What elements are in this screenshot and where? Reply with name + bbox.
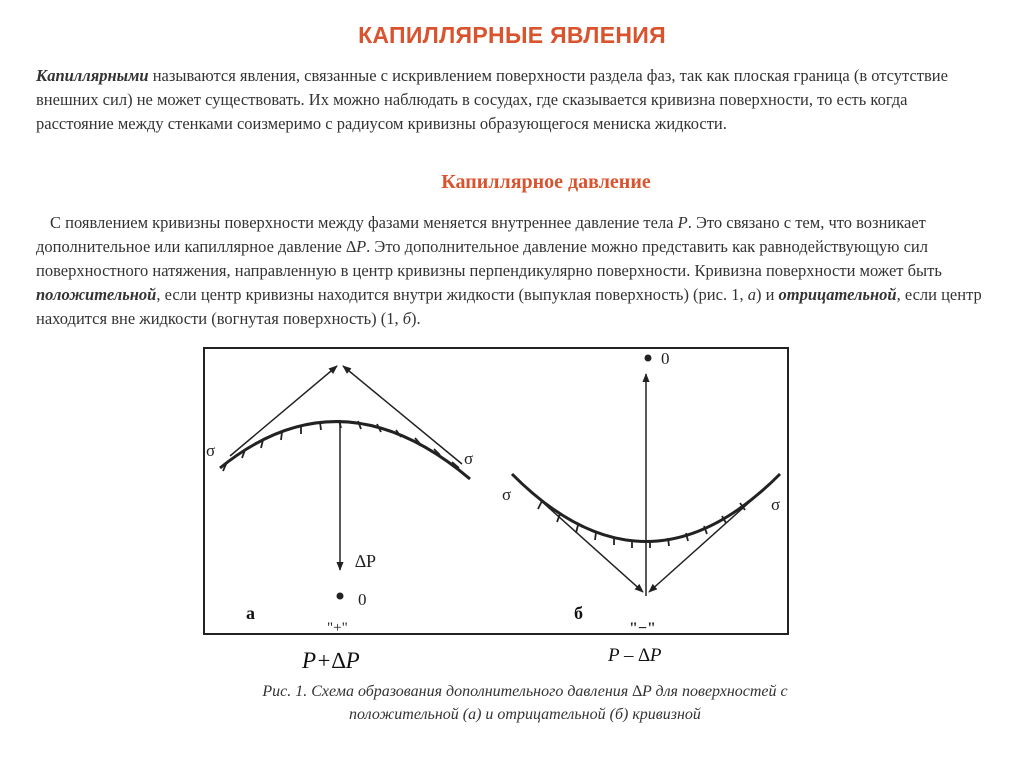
term-positive: положительной: [36, 285, 157, 304]
body-paragraph: [36, 211, 991, 331]
figure-caption: [160, 680, 890, 726]
body-part-1: С появлением кривизны поверхности между фазами меняется внутреннее давление тела: [50, 213, 678, 232]
sigma-label-b-left: σ: [502, 485, 512, 504]
body-var-p-2: P: [356, 237, 367, 256]
term-negative: отрицательной: [778, 285, 897, 304]
body-part-5: ) и: [755, 285, 779, 304]
body-part-7: ).: [411, 309, 421, 328]
ref-a: а: [747, 285, 756, 304]
intro-term: Капиллярными: [36, 66, 149, 85]
body-var-p: P: [677, 213, 688, 232]
convex-surface: [220, 422, 470, 479]
zero-label-a: 0: [358, 590, 367, 609]
figure-diagram: [200, 344, 820, 674]
section-subtitle: Капиллярное давление: [441, 171, 651, 193]
curvature-center-a: [337, 593, 344, 600]
sigma-label-b-right: σ: [771, 495, 781, 514]
figure-frame: [204, 348, 788, 634]
intro-paragraph: [36, 64, 986, 136]
sigma-label-a-left: σ: [206, 441, 216, 460]
zero-label-b: 0: [661, 349, 670, 368]
delta-p-label: ∆P: [355, 551, 377, 571]
sigma-label-a-right: σ: [464, 449, 474, 468]
panel-label-b: б: [574, 603, 583, 623]
intro-text: называются явления, связанные с искривлением поверхности раздела фаз, так как плоская граница (в отсутствие внешних сил) не может существовать. Их можно наблюдать в сосудах, где сказывается кривизна поверхности, то есть когда расстояние между стенками соизмеримо с радиусом кривизны образующегося мениска жидкости.: [36, 66, 948, 133]
body-part-4: , если центр кривизны находится внутри жидкости (выпуклая поверхность) (рис. 1,: [156, 285, 748, 304]
caption-line-1: Рис. 1. Схема образования дополнительного давления ∆P для поверхностей с: [262, 683, 788, 700]
page-title: КАПИЛЛЯРНЫЕ ЯВЛЕНИЯ: [358, 22, 666, 48]
sign-plus: "+": [327, 620, 348, 636]
concave-tension-arrows: [520, 374, 772, 596]
body-part-6: , если центр находится вне жидкости (вогнутая поверхность) (1,: [36, 285, 982, 328]
formula-negative: P – ∆P: [608, 645, 662, 666]
formula-positive: P+∆P: [302, 648, 360, 673]
sign-minus: "−": [629, 620, 656, 637]
caption-line-2: положительной (а) и отрицательной (б) кривизной: [349, 706, 701, 723]
body-part-3: . Это дополнительное давление можно представить как равнодействующую сил поверхностного натяжения, направленную в центр кривизны перпендикулярно поверхности. Кривизна поверхности может быть: [36, 237, 942, 280]
body-part-2: . Это связано с тем, что возникает дополнительное или капиллярное давление ∆: [36, 213, 926, 256]
curvature-center-b: [645, 355, 652, 362]
convex-tension-arrows: [230, 366, 462, 570]
ref-b: б: [402, 309, 412, 328]
panel-label-a: а: [246, 603, 255, 623]
